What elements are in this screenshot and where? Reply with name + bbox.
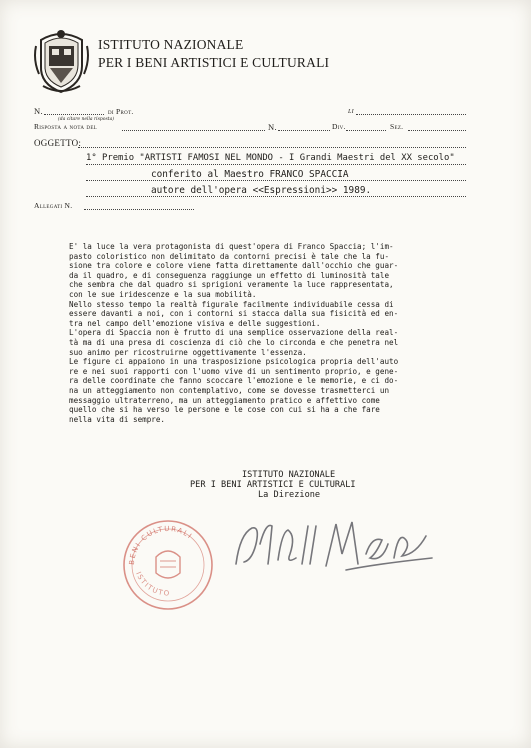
body-line: tà ma di una presa di coscienza di ciò che lo circonda e che penetra nel bbox=[69, 337, 399, 347]
body-line: quello che si ha verso le persone e le cose con cui si ha a che fare bbox=[69, 405, 380, 415]
subject-line2: conferito al Maestro FRANCO SPACCIA bbox=[151, 169, 349, 180]
div-field bbox=[346, 130, 386, 131]
oggetto-field bbox=[78, 147, 466, 148]
body-line: re e nei suoi rapporti con l'uomo vive di un sentimento proprio, e gene- bbox=[69, 366, 399, 376]
body-line: sione tra colore e colore viene fatta direttamente dall'occhio che guar- bbox=[69, 261, 399, 271]
signoff-block bbox=[190, 470, 356, 500]
stamp-top-text: BENI CULTURALI bbox=[127, 524, 194, 566]
sez-label: Sez. bbox=[390, 122, 404, 131]
institute-name-line1: ISTITUTO NAZIONALE bbox=[98, 37, 244, 52]
n2-label: N. bbox=[268, 122, 277, 132]
subject-rule3 bbox=[86, 196, 466, 197]
body-line: Le figure ci appaiono in una trasposizione psicologica propria dell'auto bbox=[69, 357, 399, 367]
li-label: li bbox=[348, 105, 354, 115]
body-line: tra nel campo dell'emozione visiva e delle suggestioni. bbox=[69, 318, 321, 328]
risposta-label: Risposta a nota del bbox=[34, 122, 98, 131]
prot-label: di Prot. bbox=[108, 107, 134, 116]
citare-note: (da citare nella risposta) bbox=[58, 117, 115, 122]
oggetto-label: OGGETTO: bbox=[34, 138, 82, 148]
svg-text:ISTITUTO bbox=[134, 571, 171, 598]
sez-field bbox=[408, 130, 466, 131]
subject-rule2 bbox=[86, 180, 466, 181]
signoff-line3: La Direzione bbox=[258, 490, 321, 500]
allegati-field bbox=[84, 209, 194, 210]
body-line: suo animo per ricostruirne oggettivamente l'essenza. bbox=[69, 347, 307, 357]
n-label: N. bbox=[34, 106, 43, 116]
body-line: L'opera di Spaccia non è frutto di una semplice osservazione della real- bbox=[69, 328, 399, 338]
body-line: nella vita di sempre. bbox=[69, 414, 166, 424]
institute-header bbox=[98, 36, 329, 72]
body-line: che sembra che dal quadro si sprigioni veramente la luce rappresentata, bbox=[69, 280, 394, 290]
body-line: ra delle coordinate che fanno scoccare l'emozione e le memorie, e ci do- bbox=[69, 376, 399, 386]
div-label: Div. bbox=[332, 122, 346, 131]
handwritten-signature bbox=[226, 514, 446, 574]
body-line: pasto coloristico non delimitato da contorni precisi è tale che la fu- bbox=[69, 251, 390, 261]
signoff-line1: ISTITUTO NAZIONALE bbox=[242, 470, 336, 480]
body-line: da il quadro, e di conseguenza raggiunge un effetto di luminosità tale bbox=[69, 270, 390, 280]
li-field bbox=[356, 114, 466, 115]
allegati-label: Allegati N. bbox=[34, 201, 73, 210]
subject-line1: 1° Premio "ARTISTI FAMOSI NEL MONDO - I Grandi Maestri del XX secolo" bbox=[86, 153, 455, 163]
signoff-line2: PER I BENI ARTISTICI E CULTURALI bbox=[190, 480, 356, 490]
official-stamp-icon bbox=[120, 517, 215, 612]
stamp-bottom-text: ISTITUTO bbox=[134, 570, 171, 598]
subject-line3: autore dell'opera <<Espressioni>> 1989. bbox=[151, 185, 372, 196]
letter-body bbox=[69, 242, 499, 424]
body-line: essere davanti a noi, con i contorni si stacca dalla sua fisicità ed en- bbox=[69, 309, 399, 319]
svg-text:BENI CULTURALI bbox=[128, 525, 194, 565]
body-line: na un atteggiamento non contemplativo, come se dovesse trasmetterci un bbox=[69, 385, 390, 395]
institute-name-line2: PER I BENI ARTISTICI E CULTURALI bbox=[98, 55, 330, 70]
body-line: con le sue iridescenze e la sua mobilità. bbox=[69, 289, 257, 299]
body-line: Nello stesso tempo la realtà figurale facilmente individuabile cessa di bbox=[69, 299, 394, 309]
n2-field bbox=[278, 130, 330, 131]
risposta-field bbox=[122, 130, 265, 131]
subject-rule1 bbox=[86, 164, 466, 165]
body-line: messaggio ultraterreno, ma un atteggiamento pratico e affettivo come bbox=[69, 395, 380, 405]
body-line: E' la luce la vera protagonista di quest'opera di Franco Spaccia; l'im- bbox=[69, 242, 394, 251]
coat-of-arms-icon bbox=[33, 26, 90, 94]
n-field bbox=[44, 114, 104, 115]
